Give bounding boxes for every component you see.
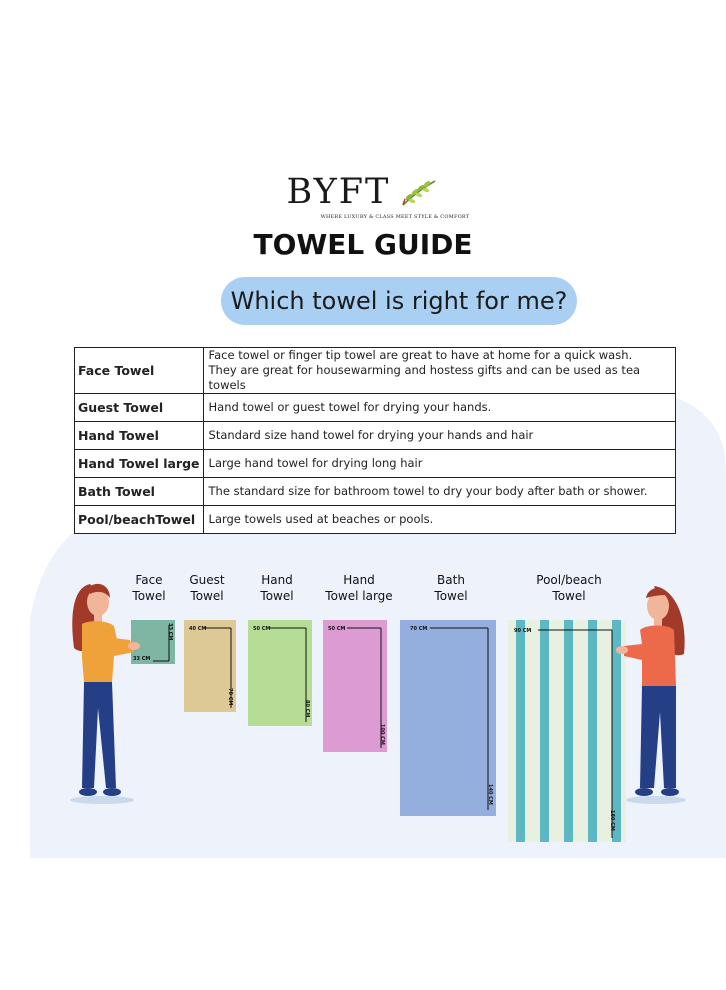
pool-beach-towel-width: 90 CM: [514, 628, 532, 634]
row-name: Face Towel: [75, 348, 204, 394]
towel-label-line: Pool/beach: [536, 573, 602, 587]
towel-label-pool-beach: [526, 572, 612, 604]
question-text: Which towel is right for me?: [230, 287, 568, 315]
row-description: Hand towel or guest towel for drying your hands.: [203, 394, 675, 422]
towel-label-hand-large: [320, 572, 398, 604]
brand-tagline: WHERE LUXURY & CLASS MEET STYLE & COMFORT: [320, 214, 470, 220]
hand-towel-large-measure-lines: [323, 620, 387, 752]
row-name: Hand Towel: [75, 422, 204, 450]
towel-label-hand: [250, 572, 304, 604]
row-name: Hand Towel large: [75, 450, 204, 478]
towel-label-line: Guest: [189, 573, 225, 587]
hand-towel-large-height: 100 CM: [379, 724, 385, 745]
row-description: The standard size for bathroom towel to dry your body after bath or shower.: [203, 478, 675, 506]
hand-towel-large-width: 50 CM: [328, 626, 346, 632]
towel-label-line: Towel large: [325, 589, 393, 603]
towel-label-bath: [420, 572, 482, 604]
woman-illustration-right: [614, 582, 694, 807]
guest-towel-width: 40 CM: [189, 626, 207, 632]
hand-towel-width: 50 CM: [253, 626, 271, 632]
pool-beach-towel: [508, 620, 626, 842]
woman-illustration-left: [62, 578, 162, 808]
towel-label-line: Towel: [190, 589, 224, 603]
towel-label-line: Hand: [343, 573, 375, 587]
question-banner: [221, 277, 577, 325]
row-description-line: Face towel or finger tip towel are great to have at home for a quick wash.: [208, 348, 633, 362]
towel-label-line: Face: [135, 573, 163, 587]
row-description: [203, 348, 675, 394]
towel-label-guest: [180, 572, 234, 604]
guest-towel-height: 70 CM: [227, 688, 233, 706]
hand-towel-height: 80 CM: [304, 700, 310, 718]
towel-label-line: Towel: [260, 589, 294, 603]
table-row: [75, 348, 676, 394]
row-description: Large towels used at beaches or pools.: [203, 506, 675, 534]
towel-label-line: Towel: [434, 589, 468, 603]
pool-beach-towel-height: 180 CM: [609, 810, 615, 831]
towel-label-line: Hand: [261, 573, 293, 587]
table-row: [75, 478, 676, 506]
bath-towel-width: 70 CM: [410, 626, 428, 632]
towel-label-line: Bath: [437, 573, 465, 587]
leaf-icon: [399, 177, 439, 207]
bath-towel-measure-lines: [400, 620, 496, 816]
row-description-line: They are great for housewarming and hostess gifts and can be used as tea towels: [208, 363, 641, 392]
row-name: Bath Towel: [75, 478, 204, 506]
face-towel-height: 33 CM: [167, 623, 173, 641]
table-row: [75, 450, 676, 478]
page-title: TOWEL GUIDE: [253, 228, 473, 261]
table-row: [75, 506, 676, 534]
table-row: [75, 422, 676, 450]
bath-towel-height: 140 CM: [487, 784, 493, 805]
row-name: Pool/beachTowel: [75, 506, 204, 534]
table-row: [75, 394, 676, 422]
brand-logo: [0, 172, 726, 212]
brand-name: BYFT: [286, 172, 391, 212]
towel-label-line: Towel: [552, 589, 586, 603]
hand-towel-measure-lines: [248, 620, 312, 726]
row-description: Standard size hand towel for drying your hands and hair: [203, 422, 675, 450]
row-description: Large hand towel for drying long hair: [203, 450, 675, 478]
row-name: Guest Towel: [75, 394, 204, 422]
towel-label-line: Towel: [132, 589, 166, 603]
face-towel-width: 33 CM: [133, 656, 151, 662]
towel-table: [74, 347, 676, 534]
